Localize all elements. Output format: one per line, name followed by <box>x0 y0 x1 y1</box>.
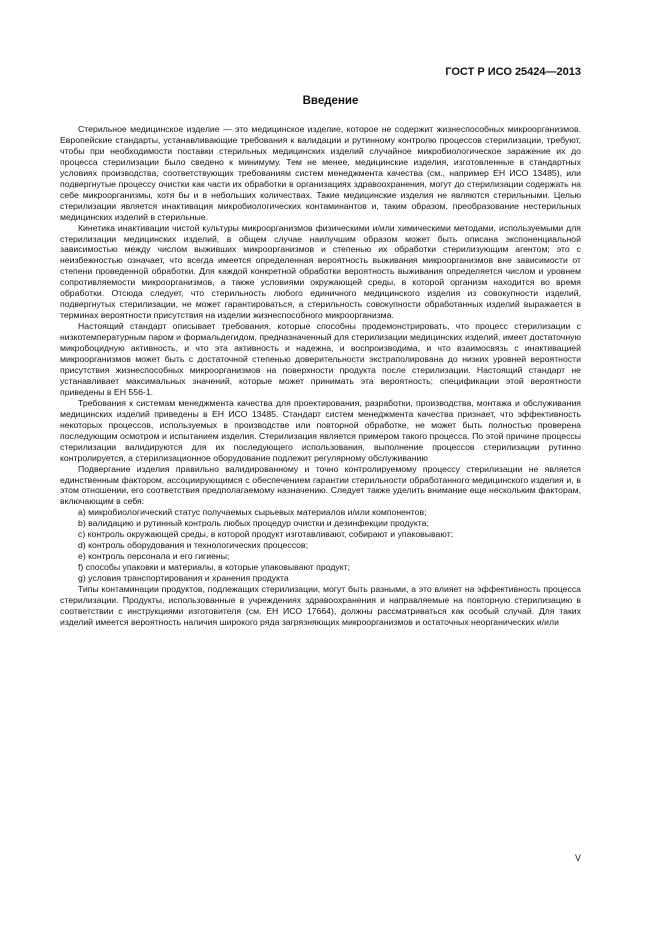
list-item: b) валидацию и рутинный контроль любых процедур очистки и дезинфекции продукта; <box>78 518 429 529</box>
list-item: a) микробиологический статус получаемых сырьевых материалов и/или компонентов; <box>78 507 427 518</box>
list-item: e) контроль персонала и его гигиены; <box>78 551 230 562</box>
list-item: c) контроль окружающей среды, в которой продукт изготавливают, собирают и упаковывают; <box>78 529 454 540</box>
document-body <box>60 124 581 628</box>
paragraph: Типы контаминации продуктов, подлежащих стерилизации, могут быть разными, а это влияет на эффективность процесса стерилизации. Продукты, использованные в учреждениях здравоохранения и направляемые на повторную стерилизацию в соответствии с инструкциями изготовителя (см. ЕН ИСО 17664), должны рассматриваться как особый случай. Для таких изделий имеется вероятность наличия широкого ряда загрязняющих микроорганизмов и остаточных неорганических и/или <box>60 584 581 627</box>
paragraph: Настоящий стандарт описывает требования, которые способны продемонстрировать, что процесс стерилизации с низкотемпературным паром и формальдегидом, предназначенный для стерилизации медицинских изделий, имеет достаточную микробоцидную активность, и что эта активность и надежна, и воспроизводима, и что взаимосвязь с инактивацией микроорганизмов может быть с достаточной степенью доверительности экстраполирована до низких уровней вероятности присутствия жизнеспособных микроорганизмов на поверхности продукта после стерилизации. Настоящий стандарт не устанавливает максимальных значений, которые может принимать эта вероятность; спецификации этой вероятности приведены в ЕН 556-1. <box>60 321 581 397</box>
section-title: Введение <box>302 95 359 107</box>
list-item: g) условия транспортирования и хранения продукта <box>78 573 289 584</box>
paragraph: Подвергание изделия правильно валидированному и точно контролируемому процессу стерилизации не является единственным фактором, ассоциирующимся с обеспечением гарантии стерильности обработанного медицинского изделия и, в этом отношении, его соответствия предполагаемому назначению. Следует также уделить внимание еще нескольким факторам, включающим в себя: <box>60 463 581 507</box>
paragraph: Требования к системам менеджмента качества для проектирования, разработки, производства, монтажа и обслуживания медицинских изделий приведены в ЕН ИСО 13485. Стандарт систем менеджмента качества признает, что эффективность некоторых процессов, используемых в производстве или повторной обработке, не может быть полностью проверена последующим осмотром и испытанием изделия. Стерилизация является примером такого процесса. По этой причине процессы стерилизации валидируются для их последующего использования, выполнение процессов стерилизации рутинно контролируется, а стерилизационное оборудование подлежит регулярному обслуживанию <box>60 397 581 463</box>
page-number: V <box>574 853 581 863</box>
list-item: d) контроль оборудования и технологических процессов; <box>78 540 308 551</box>
factor-list <box>60 507 581 584</box>
paragraph: Кинетика инактивации чистой культуры микроорганизмов физическими и/или химическими методами, используемыми для стерилизации медицинских изделий, в общем случае наилучшим образом может быть описана экспоненциальной зависимостью между числом выживших микроорганизмов и степенью их обработки стерилизующим агентом; это с неизбежностью означает, что всегда имеется определенная вероятность выживания микроорганизмов вне зависимости от степени проведенной обработки. Для каждой конкретной обработки вероятность выживания определяется числом и уровнем сопротивляемости микроорганизмов, а также условиями окружающей среды, в которой организм находится во время обработки. Отсюда следует, что стерильность любого единичного медицинского изделия из совокупности изделий, подвергнутых стерилизации, не может гарантироваться, а стерильность совокупности обработанных изделий выражается в терминах вероятности присутствия на изделии жизнеспособного микроорганизма. <box>60 222 581 321</box>
standard-designation: ГОСТ Р ИСО 25424—2013 <box>445 66 581 78</box>
list-item: f) способы упаковки и материалы, в которые упаковывают продукт; <box>78 562 351 573</box>
paragraph: Стерильное медицинское изделие — это медицинское изделие, которое не содержит жизнеспособных микроорганизмов. Европейские стандарты, устанавливающие требования к валидации и рутинному контролю процессов стерилизации, требуют, чтобы при необходимости поставки стерильных медицинских изделий случайное микробиологическое заражение их до процесса стерилизации было сведено к минимуму. Тем не менее, медицинские изделия, изготовленные в стандартных условиях производства, соответствующих требованиям систем менеджмента качества (см., например ЕН ИСО 13485), или подвергнутые процессу очистки как части их обработки в организациях здравоохранения, могут до стерилизации содержать на себе микроорганизмы, хотя бы и в небольших количествах. Такие медицинские изделия не являются стерильными. Целью стерилизации является инактивация микробиологических контаминантов и, таким образом, преобразование нестерильных медицинских изделий в стерильные. <box>60 124 581 222</box>
